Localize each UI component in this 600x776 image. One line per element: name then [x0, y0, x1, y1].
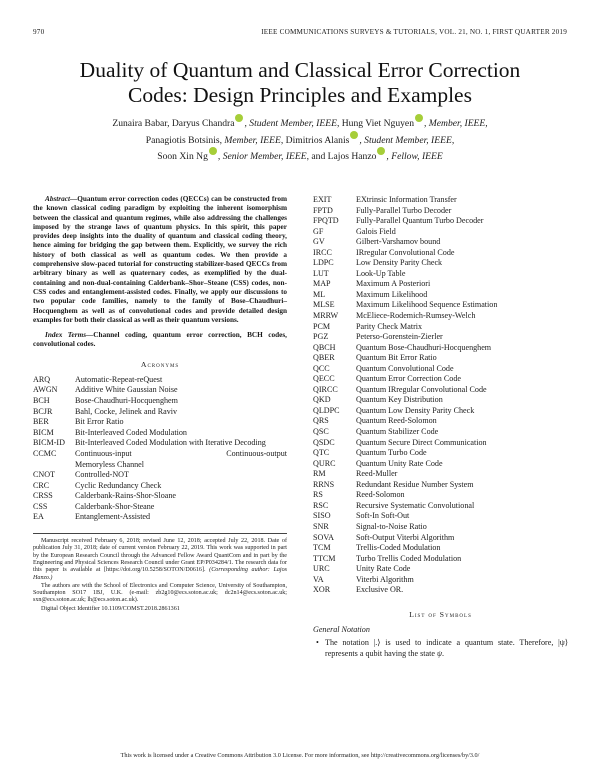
acronym-definition: Quantum Low Density Parity Check: [356, 405, 475, 415]
acronym-abbrev: SNR: [313, 521, 329, 531]
acronym-definition: Bahl, Cocke, Jelinek and Raviv: [75, 406, 178, 416]
paper-title: [30, 58, 570, 108]
acronym-abbrev: VA: [313, 574, 324, 584]
acronym-abbrev: QURC: [313, 458, 336, 468]
orcid-icon[interactable]: [235, 114, 243, 122]
acronym-definition: Unity Rate Code: [356, 564, 411, 574]
author-line-2: [30, 131, 570, 148]
acronym-definition: Bit-Interleaved Coded Modulation: [75, 427, 187, 437]
title-line-2: Codes: Design Principles and Examples: [128, 83, 472, 107]
acronym-definition: Fully-Parallel Quantum Turbo Decoder: [356, 216, 484, 226]
acronym-definition: McEliece-Rodemich-Rumsey-Welch: [356, 311, 476, 321]
acronym-definition: Quantum Key Distribution: [356, 395, 443, 405]
author-name: , and Lajos Hanzo: [306, 151, 377, 162]
acronym-abbrev: TTCM: [313, 553, 336, 563]
acronym-abbrev: SOVA: [313, 532, 334, 542]
acronym-abbrev: IRCC: [313, 247, 332, 257]
acronym-abbrev: ML: [313, 289, 326, 299]
acronym-definition: Quantum Bose-Chaudhuri-Hocquenghem: [356, 342, 492, 352]
acronym-definition: Quantum Turbo Code: [356, 448, 427, 458]
abstract: [33, 195, 287, 325]
acronym-definition: Quantum Reed-Solomon: [356, 416, 437, 426]
acronym-abbrev: BICM: [33, 427, 54, 437]
acronym-abbrev: QECC: [313, 374, 335, 384]
author-name: Soon Xin Ng: [157, 151, 208, 162]
acronym-abbrev: QSC: [313, 427, 329, 437]
author-list: [30, 114, 570, 164]
index-terms: [33, 331, 287, 350]
acronym-abbrev: BER: [33, 417, 49, 427]
acronym-definition: Quantum IRregular Convolutional Code: [356, 384, 487, 394]
author-role: , Fellow, IEEE: [386, 151, 443, 162]
orcid-icon[interactable]: [415, 114, 423, 122]
acronym-definition: Gilbert-Varshamov bound: [356, 237, 441, 247]
acronym-definition: Bit-Interleaved Coded Modulation with Iterative Decoding: [75, 438, 266, 448]
acronym-definition: Maximum Likelihood Sequence Estimation: [356, 300, 498, 310]
notation-bullet: [313, 638, 568, 659]
ccmc-part: Memoryless Channel: [75, 459, 145, 469]
acronym-definition: Parity Check Matrix: [356, 321, 423, 331]
acronym-abbrev: RSC: [313, 500, 329, 510]
footnote-doi: Digital Object Identifier 10.1109/COMST.2018.2861361: [41, 605, 180, 612]
orcid-icon[interactable]: [377, 147, 385, 155]
acronym-definition: Redundant Residue Number System: [356, 479, 474, 489]
acronym-definition: Recursive Systematic Convolutional: [356, 500, 475, 510]
acronym-definition: Viterbi Algorithm: [356, 574, 414, 584]
acronym-abbrev: XOR: [313, 585, 331, 595]
author-role: , Student Member, IEEE: [244, 118, 337, 129]
bullet-text-part: The notation: [325, 638, 374, 648]
acronym-abbrev: QSDC: [313, 437, 335, 447]
author-names: Zunaira Babar, Daryus Chandra: [112, 118, 235, 129]
journal-name: IEEE COMMUNICATIONS SURVEYS & TUTORIALS, VOL. 21, NO. 1, FIRST QUARTER 2019: [261, 28, 567, 36]
acronym-definition: Peterso-Gorenstein-Zierler: [356, 332, 443, 342]
acronym-abbrev: ARQ: [33, 374, 51, 384]
acronym-definition: Low Density Parity Check: [356, 258, 443, 268]
acronym-definition: Reed-Muller: [356, 469, 398, 479]
right-column: [313, 195, 568, 660]
acronym-definition: Controlled-NOT: [75, 470, 129, 480]
acronym-definition: EXtrinsic Information Transfer: [356, 195, 457, 204]
author-name: , Dimitrios Alanis: [280, 134, 350, 146]
footnote-affiliation: The authors are with the School of Electronics and Computer Science, University of Southampton, Southampton SO17 1BJ, U.K. (e-mail: zb2g10@ecs.soton.ac.uk; dc2n14@ecs.soton.ac.uk; sxn@ecs.soton.ac.uk; lh@ecs.soton.ac.uk).: [33, 582, 287, 604]
acronym-definition: Quantum Bit Error Ratio: [356, 353, 437, 363]
bullet-text-part: is used to indicate a quantum state. Therefore,: [380, 638, 559, 648]
bullet-text: [325, 638, 568, 659]
acronym-abbrev: BCH: [33, 395, 50, 405]
acronym-definition: Look-Up Table: [356, 268, 406, 278]
footnote-manuscript: [33, 538, 287, 582]
acronym-abbrev: BCJR: [33, 406, 53, 416]
acronym-abbrev: BICM-ID: [33, 438, 65, 448]
abstract-dash: —: [69, 195, 78, 203]
symbols-heading: List of Symbols: [409, 609, 472, 619]
acronym-list-left: [33, 375, 287, 523]
acronym-definition: Calderbank-Shor-Steane: [75, 501, 155, 511]
author-line-3: [30, 147, 570, 164]
acronym-definition: [75, 449, 287, 470]
acronym-abbrev: QKD: [313, 395, 331, 405]
acronym-abbrev: QIRCC: [313, 384, 338, 394]
acronym-definition: Maximum Likelihood: [356, 289, 428, 299]
acronym-definition: Entanglement-Assisted: [75, 512, 151, 522]
bullet-text-part: represents a qubit having the state: [325, 648, 437, 658]
title-line-1: Duality of Quantum and Classical Error Correction: [79, 58, 521, 82]
orcid-icon[interactable]: [209, 147, 217, 155]
acronym-abbrev: FPQTD: [313, 216, 339, 226]
footnote-manuscript-text: Manuscript received February 6, 2018; revised June 12, 2018; accepted July 22, 2018. Date of publication July 31, 2018; date of current version February 22, 2019. This work was supported in part by the European Research Council through the Advanced Fellow Award QuantCom and in part by the Engineering and Physical Sciences Research Council under Grant EP/P034284/1. The research data for this paper is available at [https://doi.org/10.5258/SOTON/D0616].: [33, 538, 287, 574]
acronym-abbrev: CRC: [33, 480, 50, 490]
acronym-definition: Additive White Gaussian Noise: [75, 385, 178, 395]
acronym-abbrev: FPTD: [313, 205, 333, 215]
acronym-abbrev: CRSS: [33, 491, 53, 501]
acronym-definition: Calderbank-Rains-Shor-Sloane: [75, 491, 176, 501]
psi-ket-symbol: |ψ⟩: [558, 638, 568, 648]
acronym-definition: Cyclic Redundancy Check: [75, 480, 162, 490]
acronym-definition: Quantum Stabilizer Code: [356, 427, 439, 437]
acronym-abbrev: MLSE: [313, 300, 335, 310]
acronym-abbrev: PGZ: [313, 332, 329, 342]
acronym-definition: Trellis-Coded Modulation: [356, 543, 441, 553]
bullet-text-part: .: [441, 648, 444, 658]
acronym-abbrev: TCM: [313, 543, 331, 553]
acronym-abbrev: RM: [313, 469, 326, 479]
index-terms-text: —Channel coding, quantum error correction, BCH codes, convolutional codes.: [33, 331, 287, 349]
acronym-definition: Bit Error Ratio: [75, 417, 124, 427]
acronym-definition: Signal-to-Noise Ratio: [356, 521, 427, 531]
acronym-abbrev: GV: [313, 237, 325, 247]
acronym-definition: Maximum A Posteriori: [356, 279, 431, 289]
acronym-abbrev: AWGN: [33, 385, 58, 395]
acronym-abbrev: QCC: [313, 363, 330, 373]
acronym-abbrev: MRRW: [313, 311, 339, 321]
acronym-abbrev: GF: [313, 226, 324, 236]
acronym-abbrev: LUT: [313, 268, 329, 278]
acronym-definition: Turbo Trellis Coded Modulation: [356, 553, 462, 563]
acronym-abbrev: SISO: [313, 511, 331, 521]
acronym-definition: IRregular Convolutional Code: [356, 247, 455, 257]
author-role: , Senior Member, IEEE: [217, 151, 307, 162]
acronym-abbrev: LDPC: [313, 258, 334, 268]
psi-symbol: ψ: [436, 648, 442, 658]
author-line-1: [30, 114, 570, 131]
author-role: , Student Member, IEEE,: [359, 134, 455, 146]
acronym-abbrev: CSS: [33, 501, 48, 511]
page-number: 970: [33, 28, 45, 36]
orcid-icon[interactable]: [350, 131, 358, 139]
license-notice: This work is licensed under a Creative Commons Attribution 3.0 License. For more information, see http://creativecommons.org/licenses/by/3.0/: [120, 752, 480, 759]
acronym-abbrev: QTC: [313, 448, 330, 458]
acronym-abbrev: RS: [313, 490, 323, 500]
acronym-definition: Reed-Solomon: [356, 490, 405, 500]
author-role: Member, IEEE: [222, 134, 281, 146]
acronym-abbrev: MAP: [313, 279, 331, 289]
acronym-definition: Quantum Error Correction Code: [356, 374, 461, 384]
acronym-list-right: [313, 195, 568, 596]
footnote: [33, 533, 287, 613]
acronym-abbrev: QBCH: [313, 342, 336, 352]
acronym-abbrev: EXIT: [313, 195, 332, 204]
acronym-definition: Galois Field: [356, 226, 396, 236]
acronym-definition: Fully-Parallel Turbo Decoder: [356, 205, 452, 215]
abstract-label: Abstract: [45, 195, 70, 203]
acronym-abbrev: EA: [33, 512, 44, 522]
author-name: , Hung Viet Nguyen: [336, 118, 414, 129]
left-column: [33, 195, 287, 614]
acronym-abbrev: RRNS: [313, 479, 335, 489]
acronym-abbrev: URC: [313, 564, 330, 574]
acronym-definition: Soft-In Soft-Out: [356, 511, 410, 521]
acronym-abbrev: QLDPC: [313, 405, 340, 415]
acronym-abbrev: QBER: [313, 353, 335, 363]
acronyms-heading: Acronyms: [140, 359, 180, 369]
acronym-definition: Quantum Unity Rate Code: [356, 458, 443, 468]
ccmc-part: Continuous-output: [226, 448, 287, 458]
acronym-definition: Soft-Output Viterbi Algorithm: [356, 532, 455, 542]
author-name: Panagiotis Botsinis,: [145, 134, 222, 146]
ket-symbol: |.⟩: [373, 638, 381, 648]
author-role: , Member, IEEE,: [424, 118, 488, 129]
acronym-definition: Quantum Convolutional Code: [356, 363, 454, 373]
acronym-abbrev: CCMC: [33, 448, 57, 458]
acronym-abbrev: PCM: [313, 321, 331, 331]
acronym-definition: Exclusive OR.: [356, 585, 404, 595]
ccmc-part: Continuous-input: [75, 448, 132, 458]
bullet-icon: •: [316, 638, 319, 648]
acronym-abbrev: QRS: [313, 416, 329, 426]
acronym-definition: Bose-Chaudhuri-Hocquenghem: [75, 395, 178, 405]
corresponding-author: (Corresponding author: Lajos Hanzo.): [33, 567, 287, 581]
acronym-definition: Quantum Secure Direct Communication: [356, 437, 487, 447]
index-terms-label: Index Terms: [45, 331, 87, 340]
general-notation-heading: General Notation: [313, 624, 370, 634]
acronym-definition: Automatic-Repeat-reQuest: [75, 374, 163, 384]
abstract-text: Quantum error correction codes (QECCs) can be constructed from the known classical coding paradigm by exploiting the inherent isomorphism between the classical and quantum regimes, while also addressing the challenges imposed by the strange laws of quantum physics. In this spirit, this paper provides deep insights into the duality of quantum and classical coding theory, hence aiming for bridging the gap between them. Explicitly, we survey the rich history of both classical as well as quantum codes. We then provide a comprehensive slow-paced tutorial for constructing stabilizer-based QECCs from arbitrary binary as well as quaternary codes, as exemplified by the dual-containing and non-dual-containing Calderbank–Shor–Steane (CSS) codes, non-CSS codes and entanglement-assisted codes. Finally, we apply our discussions to two popular code families, namely to the family of Bose–Chaudhuri–Hocquenghem as well as of convolutional codes and provide detailed design examples for both their classical as well as their quantum versions.: [33, 195, 287, 324]
acronym-abbrev: CNOT: [33, 470, 56, 480]
